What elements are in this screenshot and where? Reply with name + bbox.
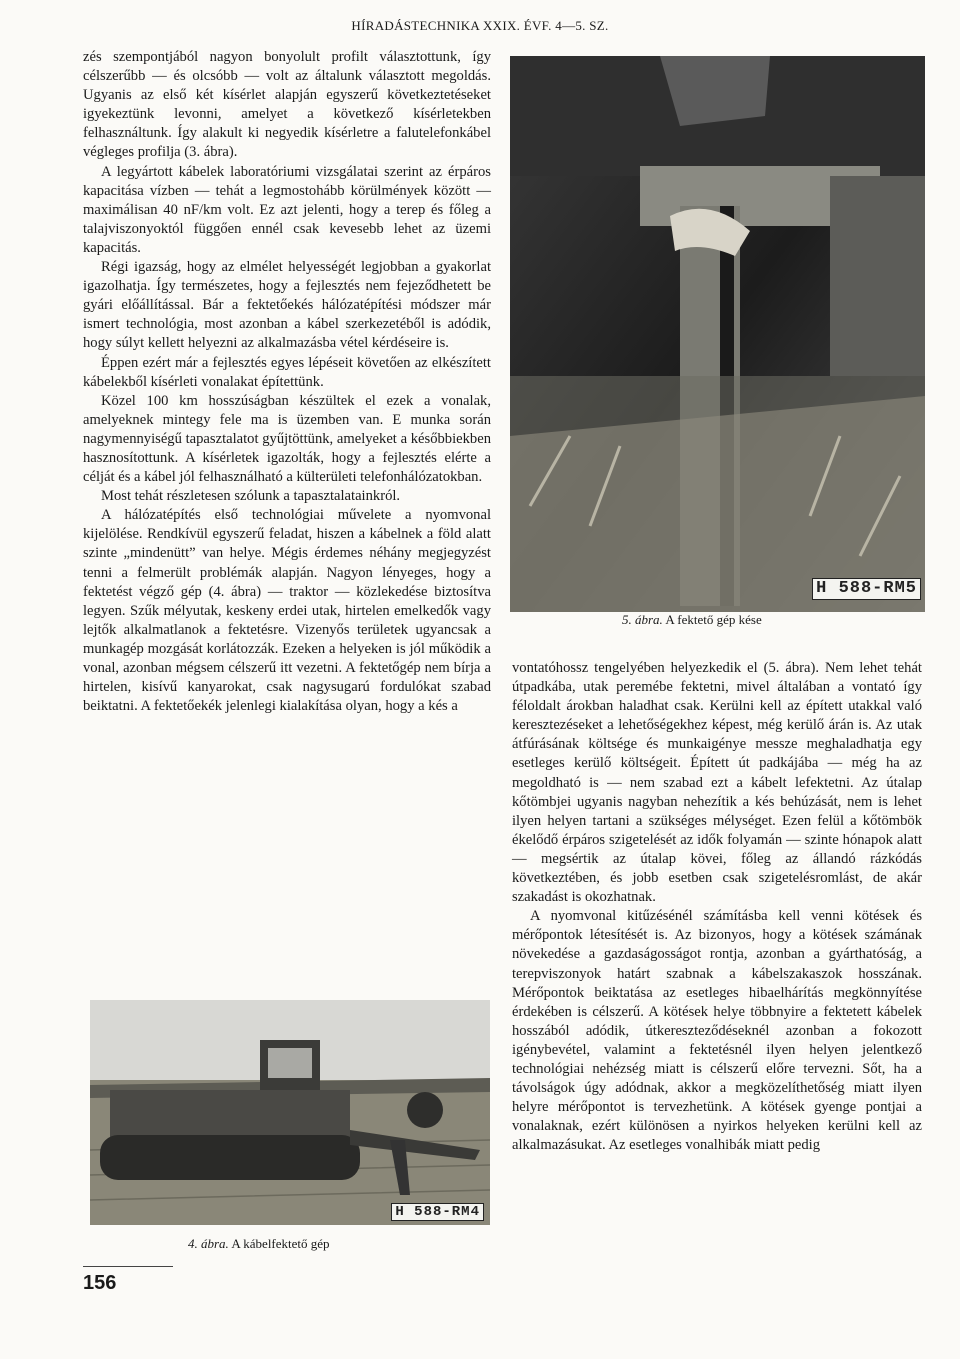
page-number-rule [83,1266,173,1267]
figure-4-caption [188,1236,330,1252]
paragraph: Közel 100 km hosszúságban készültek el ezek a vonalak, amelyeknek mintegy fele ma is üzemben van. E munka során nagymennyiségű tapasztalatot gyűjtöttünk, amelyeket a későbbiekben hasznosítottunk. A kísérletek igazolták, hogy a fejlesztés elérte a célját és a kábel jól felhasználható a külterületi telefonhálózatokban. [83,392,491,486]
paragraph: A legyártott kábelek laboratóriumi vizsgálatai szerint az érpáros kapacitása vízben — tehát a legmostohább körülmények között — maximálisan 40 nF/km volt. Ez azt jelenti, hogy a terep és főleg a talajviszonyoktól függően ennél csak kevesebb lehet az üzemi kapacitás. [83,163,491,256]
figure-5-caption [622,612,762,628]
paragraph: Éppen ezért már a fejlesztés egyes lépéseit követően az elkészített kábelekből kísérleti vonalakat építettünk. [83,354,491,390]
paragraph: Most tehát részletesen szólunk a tapasztalatainkról. [101,488,401,505]
paragraph: vontatóhossz tengelyében helyezkedik el (5. ábra). Nem lehet tehát útpadkába, utak peremébe fektetni, mivel általában a vontató így féloldalt árokban haladhat csak. Kerülni kell az épített utakkal való keresztezéseket a lehetőségekhez képest, még kerülő árán is. Az utak átfúrásának költsége és munkaigénye messze meghaladhatja egy esetleges kerülő költségeit. Épített út padkájába — még ha az megoldható is — nem szabad ezt a kábelt lefektetni. Az útalap kőtömbjei ugyanis nagyban nehezítik a kés behúzását, nem is lehet ilyen helyen tartani a szükséges mélységet. Ezen felül a kőtömbök ékelődő érpáros szigetelését az idők folyamán — szinte hónapok alatt — megsértik az útalap kövei, főleg az állandó rázkódás következtében, és jobb esetben csak szigetelésromlást, de akár szakadást is okozhatnak. [512,660,922,906]
left-column [83,48,491,716]
figure-5-label: 5. ábra. [622,612,663,627]
cutter-blade-photo-icon [510,56,925,612]
figure-5-caption-text: A fektető gép kése [665,612,762,627]
paragraph: A nyomvonal kitűzésénél számításba kell venni kötések és mérőpontok létesítését is. Az bizonyos, hogy a kötések számának növekedése a gazdaságosságot rontja, azonban a gyárthatóság, a terepviszonyok határt szabnak a kábelszakaszok hosszának. Mérőpontok beiktatása az esetleges hibaelhárítás megkönnyítése érdekében is célszerű. A kötések helye többnyire a fektetett kábelek hosszából adódik, útkereszteződéseknél azonban a fokozott igénybevétel, valamint a fektetésnél ilyen helyen jelentkező technológiai nehézség miatt is célszerű előre tervezni. Sőt, ha a távolságok úgy adódnak, akkor a megközelíthetőség miatt ilyen helyre mérőpontot is tervezhetünk. A kötések gyenge pontjai a vonalaknak, ezért különösen a nyirkos helyeken kerülni kell az alkalmazásukat. Az esetleges vonalhibák miatt pedig [512,908,922,1154]
figure-4-caption-text: A kábelfektető gép [231,1236,330,1251]
running-header: HÍRADÁSTECHNIKA XXIX. ÉVF. 4—5. SZ. [351,18,609,33]
figure-5-plate: H 588-RM5 [812,578,921,600]
figure-4-photo [90,1000,490,1225]
figure-4-label: 4. ábra. [188,1236,229,1251]
tractor-photo-icon [90,1000,490,1225]
paragraph: Régi igazság, hogy az elmélet helyességét legjobban a gyakorlat igazolhatja. Így természetes, hogy a fejlesztés nem fejeződhetett be gyári előállítással. Bár a fektetőekés hálózatépítési módszer már ismert technológia, most azonban a kábel szerkezetéből is adódik, hogy súlyt kellett helyezni az alkalmazásba vétel kérdéseire is. [83,259,491,352]
figure-5-photo [510,56,925,612]
page-number: 156 [83,1272,117,1294]
paragraph: zés szempontjából nagyon bonyolult profilt választottunk, így célszerűbb — és olcsóbb — volt az általunk választott megoldás. Ugyanis az első két kísérlet alapján egyszerű következtetéseket igyekeztünk levonni, amelyet a következő kísérletekben felhasználtunk. Így alakult ki negyedik kísérletre a falutelefonkábel végleges profilja (3. ábra). [83,49,491,161]
right-column [512,659,922,1155]
figure-4-plate: H 588-RM4 [391,1203,484,1221]
paragraph: A hálózatépítés első technológiai művelete a nyomvonal kijelölése. Rendkívül egyszerű feladat, hiszen a kábelnek a föld alatt szinte „mindenütt” van helye. Mégis érdemes néhány megjegyzést tenni a felmerült problémák alapján. Nagyon lényeges, hogy a fektetést végző gép (4. ábra) — traktor — közlekedése biztosítva legyen. Szűk mélyutak, keskeny erdei utak, hirtelen emelkedők vagy lejtők alkalmatlanok a fektetésre. Vizenyős területek ugyancsak a munkagép mozgását korlátozzák. Ezeken a helyeken is jól működik a vonal, azonban mégsem célszerű itt vezetni. A fektetőgép nem bírja a hirtelen, kisívű kanyarokat, csak nagysugarú fordulókat szabad beiktatni. A fektetőekék jelenlegi kialakítása olyan, hogy a kés a [83,507,491,715]
